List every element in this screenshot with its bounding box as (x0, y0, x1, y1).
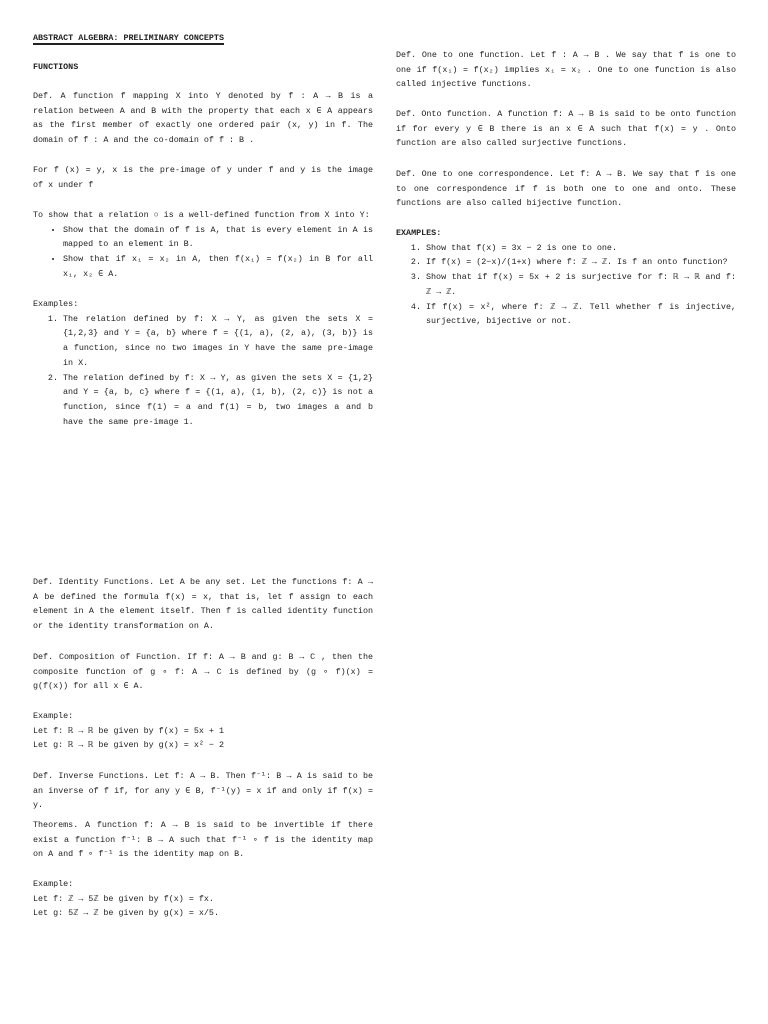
preimage-paragraph: For f (x) = y, x is the pre-image of y under f and y is the image of x under f (33, 165, 373, 190)
def-one-to-one: Def. One to one function. Let f : A → B . We say that f is one to one if f(x₁) = f(x₂) implies x₁ = x₂ . One to one function is also called injective functions. (396, 50, 736, 90)
example-line: Let g: 5ℤ → ℤ be given by g(x) = x/5. (33, 908, 219, 919)
examples-section (33, 297, 373, 429)
list-item: • Show that if x₁ = x₂ in A, then f(x₁) = f(x₂) in B for all x₁, x₂ ∈ A. (63, 252, 373, 281)
well-defined-intro: To show that a relation ○ is a well-defined function from X into Y: (33, 210, 370, 220)
def-bijection: Def. One to one correspondence. Let f: A → B. We say that f is one to one correspondence if f is both one to one and onto. These functions are also called bijective function. (396, 169, 736, 209)
def-inverse: Def. Inverse Functions. Let f: A → B. Then f⁻¹: B → A is said to be an inverse of f if, for any y ∈ B, f⁻¹(y) = x if and only if f(x) = y. (33, 771, 373, 811)
list-item: • Show that the domain of f is A, that is every element in A is mapped to an element in B. (63, 223, 373, 252)
examples-label: Examples: (33, 299, 79, 309)
section-heading: FUNCTIONS (33, 62, 79, 72)
list-item: 1. Show that f(x) = 3x − 2 is one to one. (426, 241, 736, 256)
well-defined-section (33, 208, 373, 282)
def-composition: Def. Composition of Function. If f: A → B and g: B → C , then the composite function of g ∘ f: A → C is defined by (g ∘ f)(x) = g(f(x)) for all x ∈ A. (33, 652, 373, 692)
example-line: Let f: ℝ → ℝ be given by f(x) = 5x + 1 (33, 725, 225, 736)
document-title: ABSTRACT ALGEBRA: PRELIMINARY CONCEPTS (33, 33, 224, 43)
list-item: 2. If f(x) = (2−x)/(1+x) where f: ℤ → ℤ. Is f an onto function? (426, 255, 736, 270)
example-line: Let f: ℤ → 5ℤ be given by f(x) = fx. (33, 893, 214, 904)
composition-example (33, 709, 373, 753)
examples-list (33, 312, 373, 430)
example-label: Example: (33, 711, 74, 721)
theorem-invertible: Theorems. A function f: A → B is said to be invertible if there exist a function f⁻¹: B → A such that f⁻¹ ∘ f is the identity map on A and f ∘ f⁻¹ is the identity map on B. (33, 820, 373, 860)
def-onto: Def. Onto function. A function f: A → B is said to be onto function if for every y ∈ B there is an x ∈ A such that f(x) = y . Onto function are also called surjective functions. (396, 109, 736, 149)
inverse-example (33, 877, 373, 921)
examples2-list (396, 241, 736, 329)
example-label: Example: (33, 879, 74, 889)
list-item: 3. Show that if f(x) = 5x + 2 is surjective for f: ℝ → ℝ and f: ℤ → ℤ. (426, 270, 736, 299)
def-identity: Def. Identity Functions. Let A be any set. Let the functions f: A → A be defined the formula f(x) = x, that is, let f assign to each element in A the element itself. Then f is called identity function or the identity transformation on A. (33, 577, 373, 632)
examples2-section (396, 226, 736, 329)
example-line: Let g: ℝ → ℝ be given by g(x) = x² − 2 (33, 740, 225, 751)
list-item: 1. The relation defined by f: X → Y, as given the sets X = {1,2,3} and Y = {a, b} where f = {(1, a), (2, a), (3, b)} is a function, since no two images in Y have the same pre-image in X. (63, 312, 373, 371)
list-item: 4. If f(x) = x², where f: ℤ → ℤ. Tell whether f is injective, surjective, bijective or not. (426, 300, 736, 329)
examples2-label: EXAMPLES: (396, 228, 442, 238)
def-function: Def. A function f mapping X into Y denoted by f : A → B is a relation between A and B with the property that each x ∈ A appears as the first member of exactly one ordered pair (x, y) in f. The domain of f : A and the co-domain of f : B . (33, 91, 373, 146)
well-defined-list (33, 223, 373, 282)
list-item: 2. The relation defined by f: X → Y, as given the sets X = {1,2} and Y = {a, b, c} where f = {(1, a), (1, b), (2, c)} is not a function, since f(1) = a and f(1) = b, two images a and b have the same pre-image 1. (63, 371, 373, 430)
